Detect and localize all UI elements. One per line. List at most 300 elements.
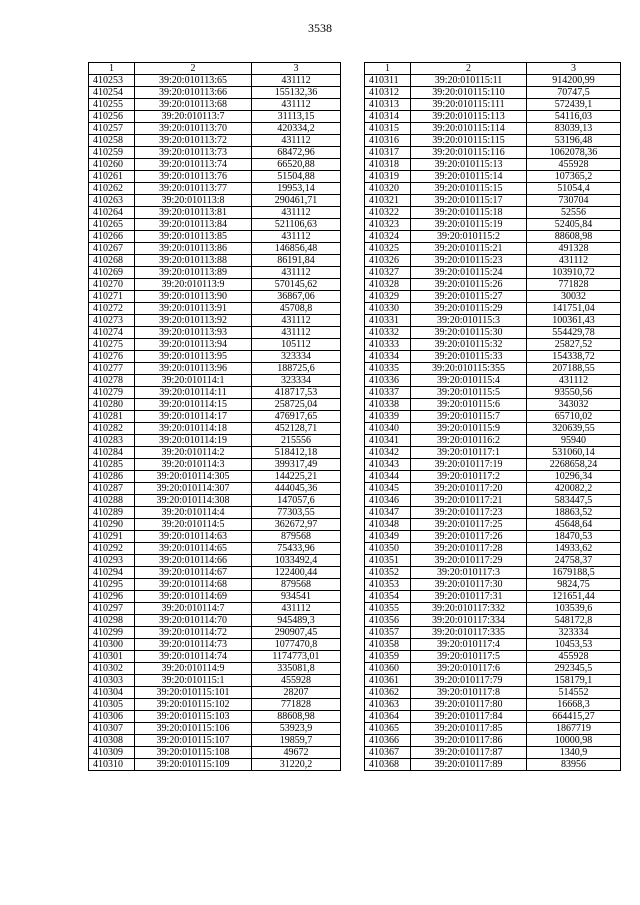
row-number-cell: 410341 xyxy=(365,435,411,447)
value-cell: 14933,62 xyxy=(527,543,621,555)
cadastral-number-cell: 39:20:010113:77 xyxy=(135,183,252,195)
table-row xyxy=(89,363,341,375)
cadastral-number-cell: 39:20:010115:33 xyxy=(411,351,527,363)
cadastral-number-cell: 39:20:010113:90 xyxy=(135,291,252,303)
cadastral-number-cell: 39:20:010113:84 xyxy=(135,219,252,231)
row-number-cell: 410303 xyxy=(89,675,135,687)
value-cell: 70747,5 xyxy=(527,87,621,99)
row-number-cell: 410361 xyxy=(365,675,411,687)
table-header-row xyxy=(365,63,621,75)
value-cell: 518412,18 xyxy=(252,447,341,459)
value-cell: 36867,06 xyxy=(252,291,341,303)
table-row xyxy=(89,147,341,159)
row-number-cell: 410318 xyxy=(365,159,411,171)
value-cell: 420334,2 xyxy=(252,123,341,135)
table-row xyxy=(89,87,341,99)
table-row xyxy=(365,99,621,111)
table-row xyxy=(89,279,341,291)
value-cell: 45648,64 xyxy=(527,519,621,531)
value-cell: 147057,6 xyxy=(252,495,341,507)
value-cell: 664415,27 xyxy=(527,711,621,723)
value-cell: 24758,37 xyxy=(527,555,621,567)
cadastral-number-cell: 39:20:010115:2 xyxy=(411,231,527,243)
cadastral-number-cell: 39:20:010115:29 xyxy=(411,303,527,315)
table-row xyxy=(365,711,621,723)
value-cell: 52405,84 xyxy=(527,219,621,231)
table-row xyxy=(365,207,621,219)
value-cell: 83956 xyxy=(527,759,621,771)
table-row xyxy=(365,471,621,483)
value-cell: 25827,52 xyxy=(527,339,621,351)
table-row xyxy=(365,435,621,447)
cadastral-number-cell: 39:20:010114:73 xyxy=(135,639,252,651)
row-number-cell: 410273 xyxy=(89,315,135,327)
cadastral-number-cell: 39:20:010117:8 xyxy=(411,687,527,699)
value-cell: 54116,03 xyxy=(527,111,621,123)
table-row xyxy=(89,243,341,255)
row-number-cell: 410343 xyxy=(365,459,411,471)
row-number-cell: 410362 xyxy=(365,687,411,699)
value-cell: 9824,75 xyxy=(527,579,621,591)
table-row xyxy=(89,555,341,567)
column-header-3: 3 xyxy=(527,63,621,75)
table-row xyxy=(365,579,621,591)
cadastral-number-cell: 39:20:010113:65 xyxy=(135,75,252,87)
row-number-cell: 410324 xyxy=(365,231,411,243)
table-row xyxy=(89,495,341,507)
table-row xyxy=(365,135,621,147)
value-cell: 455928 xyxy=(252,675,341,687)
table-row xyxy=(89,675,341,687)
table-row xyxy=(89,327,341,339)
row-number-cell: 410337 xyxy=(365,387,411,399)
value-cell: 1340,9 xyxy=(527,747,621,759)
row-number-cell: 410344 xyxy=(365,471,411,483)
value-cell: 49672 xyxy=(252,747,341,759)
cadastral-number-cell: 39:20:010114:19 xyxy=(135,435,252,447)
row-number-cell: 410323 xyxy=(365,219,411,231)
value-cell: 107365,2 xyxy=(527,171,621,183)
value-cell: 105112 xyxy=(252,339,341,351)
cadastral-number-cell: 39:20:010113:86 xyxy=(135,243,252,255)
row-number-cell: 410279 xyxy=(89,387,135,399)
table-row xyxy=(89,531,341,543)
cadastral-number-cell: 39:20:010113:73 xyxy=(135,147,252,159)
value-cell: 945489,3 xyxy=(252,615,341,627)
value-cell: 431112 xyxy=(252,267,341,279)
cadastral-number-cell: 39:20:010114:11 xyxy=(135,387,252,399)
row-number-cell: 410348 xyxy=(365,519,411,531)
table-row xyxy=(89,99,341,111)
table-row xyxy=(365,459,621,471)
table-row xyxy=(365,363,621,375)
value-cell: 75433,96 xyxy=(252,543,341,555)
row-number-cell: 410316 xyxy=(365,135,411,147)
value-cell: 146856,48 xyxy=(252,243,341,255)
table-row xyxy=(365,315,621,327)
value-cell: 77303,55 xyxy=(252,507,341,519)
cadastral-number-cell: 39:20:010117:21 xyxy=(411,495,527,507)
value-cell: 10296,34 xyxy=(527,471,621,483)
table-row xyxy=(365,111,621,123)
table-row xyxy=(89,399,341,411)
row-number-cell: 410265 xyxy=(89,219,135,231)
value-cell: 65710,02 xyxy=(527,411,621,423)
cadastral-number-cell: 39:20:010116:2 xyxy=(411,435,527,447)
row-number-cell: 410289 xyxy=(89,507,135,519)
table-row xyxy=(89,483,341,495)
cadastral-number-cell: 39:20:010117:29 xyxy=(411,555,527,567)
cadastral-number-cell: 39:20:010113:76 xyxy=(135,171,252,183)
cadastral-number-cell: 39:20:010115:11 xyxy=(411,75,527,87)
table-row xyxy=(89,423,341,435)
value-cell: 455928 xyxy=(527,651,621,663)
row-number-cell: 410356 xyxy=(365,615,411,627)
table-row xyxy=(365,495,621,507)
cadastral-number-cell: 39:20:010117:334 xyxy=(411,615,527,627)
value-cell: 572439,1 xyxy=(527,99,621,111)
table-row xyxy=(365,123,621,135)
value-cell: 491328 xyxy=(527,243,621,255)
cadastral-number-cell: 39:20:010114:67 xyxy=(135,567,252,579)
table-row xyxy=(89,651,341,663)
row-number-cell: 410311 xyxy=(365,75,411,87)
row-number-cell: 410293 xyxy=(89,555,135,567)
row-number-cell: 410257 xyxy=(89,123,135,135)
table-row xyxy=(89,351,341,363)
table-row xyxy=(89,723,341,735)
row-number-cell: 410278 xyxy=(89,375,135,387)
value-cell: 122400,44 xyxy=(252,567,341,579)
cadastral-number-cell: 39:20:010117:30 xyxy=(411,579,527,591)
cadastral-number-cell: 39:20:010114:18 xyxy=(135,423,252,435)
row-number-cell: 410294 xyxy=(89,567,135,579)
value-cell: 144225,21 xyxy=(252,471,341,483)
table-row xyxy=(365,423,621,435)
value-cell: 158179,1 xyxy=(527,675,621,687)
row-number-cell: 410266 xyxy=(89,231,135,243)
value-cell: 93550,56 xyxy=(527,387,621,399)
row-number-cell: 410346 xyxy=(365,495,411,507)
cadastral-number-cell: 39:20:010117:87 xyxy=(411,747,527,759)
cadastral-number-cell: 39:20:010115:103 xyxy=(135,711,252,723)
row-number-cell: 410302 xyxy=(89,663,135,675)
table-row xyxy=(365,159,621,171)
table-row xyxy=(89,135,341,147)
value-cell: 121651,44 xyxy=(527,591,621,603)
cadastral-number-cell: 39:20:010117:28 xyxy=(411,543,527,555)
cadastral-number-cell: 39:20:010115:13 xyxy=(411,159,527,171)
table-header-row xyxy=(89,63,341,75)
value-cell: 83039,13 xyxy=(527,123,621,135)
cadastral-number-cell: 39:20:010115:18 xyxy=(411,207,527,219)
row-number-cell: 410314 xyxy=(365,111,411,123)
table-row xyxy=(89,75,341,87)
table-row xyxy=(365,267,621,279)
row-number-cell: 410255 xyxy=(89,99,135,111)
cadastral-number-cell: 39:20:010113:88 xyxy=(135,255,252,267)
cadastral-number-cell: 39:20:010117:20 xyxy=(411,483,527,495)
row-number-cell: 410296 xyxy=(89,591,135,603)
row-number-cell: 410270 xyxy=(89,279,135,291)
table-row xyxy=(89,171,341,183)
cadastral-number-cell: 39:20:010114:65 xyxy=(135,543,252,555)
cadastral-number-cell: 39:20:010117:23 xyxy=(411,507,527,519)
value-cell: 18863,52 xyxy=(527,507,621,519)
table-row xyxy=(89,615,341,627)
value-cell: 323334 xyxy=(527,627,621,639)
value-cell: 53923,9 xyxy=(252,723,341,735)
cadastral-number-cell: 39:20:010115:115 xyxy=(411,135,527,147)
column-header-3: 3 xyxy=(252,63,341,75)
row-number-cell: 410355 xyxy=(365,603,411,615)
row-number-cell: 410260 xyxy=(89,159,135,171)
cadastral-number-cell: 39:20:010114:17 xyxy=(135,411,252,423)
row-number-cell: 410274 xyxy=(89,327,135,339)
value-cell: 431112 xyxy=(252,99,341,111)
row-number-cell: 410258 xyxy=(89,135,135,147)
value-cell: 771828 xyxy=(252,699,341,711)
value-cell: 771828 xyxy=(527,279,621,291)
row-number-cell: 410267 xyxy=(89,243,135,255)
cadastral-number-cell: 39:20:010114:2 xyxy=(135,447,252,459)
right-register-table xyxy=(364,62,621,771)
value-cell: 1062078,36 xyxy=(527,147,621,159)
row-number-cell: 410331 xyxy=(365,315,411,327)
value-cell: 1174773,01 xyxy=(252,651,341,663)
value-cell: 362672,97 xyxy=(252,519,341,531)
cadastral-number-cell: 39:20:010115:1 xyxy=(135,675,252,687)
table-row xyxy=(89,567,341,579)
value-cell: 431112 xyxy=(252,135,341,147)
cadastral-number-cell: 39:20:010113:72 xyxy=(135,135,252,147)
row-number-cell: 410300 xyxy=(89,639,135,651)
value-cell: 52556 xyxy=(527,207,621,219)
row-number-cell: 410284 xyxy=(89,447,135,459)
row-number-cell: 410268 xyxy=(89,255,135,267)
value-cell: 88608,98 xyxy=(252,711,341,723)
row-number-cell: 410366 xyxy=(365,735,411,747)
row-number-cell: 410335 xyxy=(365,363,411,375)
cadastral-number-cell: 39:20:010114:3 xyxy=(135,459,252,471)
value-cell: 292345,5 xyxy=(527,663,621,675)
row-number-cell: 410299 xyxy=(89,627,135,639)
row-number-cell: 410333 xyxy=(365,339,411,351)
value-cell: 18470,53 xyxy=(527,531,621,543)
row-number-cell: 410354 xyxy=(365,591,411,603)
table-row xyxy=(365,567,621,579)
value-cell: 399317,49 xyxy=(252,459,341,471)
cadastral-number-cell: 39:20:010115:30 xyxy=(411,327,527,339)
value-cell: 583447,5 xyxy=(527,495,621,507)
cadastral-number-cell: 39:20:010113:96 xyxy=(135,363,252,375)
value-cell: 455928 xyxy=(527,159,621,171)
row-number-cell: 410321 xyxy=(365,195,411,207)
cadastral-number-cell: 39:20:010115:355 xyxy=(411,363,527,375)
table-row xyxy=(89,627,341,639)
row-number-cell: 410275 xyxy=(89,339,135,351)
table-row xyxy=(365,483,621,495)
cadastral-number-cell: 39:20:010117:335 xyxy=(411,627,527,639)
value-cell: 88608,98 xyxy=(527,231,621,243)
row-number-cell: 410301 xyxy=(89,651,135,663)
table-row xyxy=(89,459,341,471)
cadastral-number-cell: 39:20:010117:19 xyxy=(411,459,527,471)
value-cell: 431112 xyxy=(252,327,341,339)
row-number-cell: 410342 xyxy=(365,447,411,459)
table-row xyxy=(365,627,621,639)
cadastral-number-cell: 39:20:010114:72 xyxy=(135,627,252,639)
cadastral-number-cell: 39:20:010115:111 xyxy=(411,99,527,111)
cadastral-number-cell: 39:20:010113:92 xyxy=(135,315,252,327)
cadastral-number-cell: 39:20:010115:26 xyxy=(411,279,527,291)
cadastral-number-cell: 39:20:010117:80 xyxy=(411,699,527,711)
value-cell: 19859,7 xyxy=(252,735,341,747)
row-number-cell: 410298 xyxy=(89,615,135,627)
row-number-cell: 410313 xyxy=(365,99,411,111)
cadastral-number-cell: 39:20:010117:1 xyxy=(411,447,527,459)
value-cell: 452128,71 xyxy=(252,423,341,435)
row-number-cell: 410256 xyxy=(89,111,135,123)
value-cell: 31113,15 xyxy=(252,111,341,123)
cadastral-number-cell: 39:20:010114:69 xyxy=(135,591,252,603)
cadastral-number-cell: 39:20:010117:85 xyxy=(411,723,527,735)
cadastral-number-cell: 39:20:010115:17 xyxy=(411,195,527,207)
row-number-cell: 410340 xyxy=(365,423,411,435)
table-row xyxy=(89,471,341,483)
table-row xyxy=(365,735,621,747)
row-number-cell: 410360 xyxy=(365,663,411,675)
cadastral-number-cell: 39:20:010117:84 xyxy=(411,711,527,723)
cadastral-number-cell: 39:20:010117:26 xyxy=(411,531,527,543)
value-cell: 431112 xyxy=(252,315,341,327)
table-row xyxy=(89,543,341,555)
cadastral-number-cell: 39:20:010113:68 xyxy=(135,99,252,111)
row-number-cell: 410358 xyxy=(365,639,411,651)
cadastral-number-cell: 39:20:010113:74 xyxy=(135,159,252,171)
table-row xyxy=(365,243,621,255)
value-cell: 30032 xyxy=(527,291,621,303)
cadastral-number-cell: 39:20:010115:14 xyxy=(411,171,527,183)
row-number-cell: 410283 xyxy=(89,435,135,447)
cadastral-number-cell: 39:20:010114:7 xyxy=(135,603,252,615)
value-cell: 431112 xyxy=(527,375,621,387)
cadastral-number-cell: 39:20:010113:94 xyxy=(135,339,252,351)
table-row xyxy=(365,747,621,759)
value-cell: 28207 xyxy=(252,687,341,699)
value-cell: 476917,65 xyxy=(252,411,341,423)
value-cell: 420082,2 xyxy=(527,483,621,495)
cadastral-number-cell: 39:20:010117:2 xyxy=(411,471,527,483)
table-row xyxy=(365,687,621,699)
value-cell: 66520,88 xyxy=(252,159,341,171)
table-row xyxy=(365,375,621,387)
value-cell: 934541 xyxy=(252,591,341,603)
cadastral-number-cell: 39:20:010117:25 xyxy=(411,519,527,531)
row-number-cell: 410308 xyxy=(89,735,135,747)
row-number-cell: 410325 xyxy=(365,243,411,255)
value-cell: 290461,71 xyxy=(252,195,341,207)
cadastral-number-cell: 39:20:010114:74 xyxy=(135,651,252,663)
table-row xyxy=(365,615,621,627)
table-row xyxy=(365,195,621,207)
cadastral-number-cell: 39:20:010114:4 xyxy=(135,507,252,519)
cadastral-number-cell: 39:20:010115:21 xyxy=(411,243,527,255)
cadastral-number-cell: 39:20:010115:108 xyxy=(135,747,252,759)
cadastral-number-cell: 39:20:010115:15 xyxy=(411,183,527,195)
table-row xyxy=(365,699,621,711)
row-number-cell: 410261 xyxy=(89,171,135,183)
cadastral-number-cell: 39:20:010114:307 xyxy=(135,483,252,495)
row-number-cell: 410334 xyxy=(365,351,411,363)
cadastral-number-cell: 39:20:010117:5 xyxy=(411,651,527,663)
value-cell: 290907,45 xyxy=(252,627,341,639)
value-cell: 418717,53 xyxy=(252,387,341,399)
table-row xyxy=(89,183,341,195)
row-number-cell: 410276 xyxy=(89,351,135,363)
table-row xyxy=(89,231,341,243)
table-row xyxy=(89,219,341,231)
row-number-cell: 410330 xyxy=(365,303,411,315)
cadastral-number-cell: 39:20:010114:68 xyxy=(135,579,252,591)
column-header-2: 2 xyxy=(411,63,527,75)
value-cell: 431112 xyxy=(252,207,341,219)
row-number-cell: 410281 xyxy=(89,411,135,423)
table-row xyxy=(89,507,341,519)
cadastral-number-cell: 39:20:010115:116 xyxy=(411,147,527,159)
row-number-cell: 410259 xyxy=(89,147,135,159)
row-number-cell: 410368 xyxy=(365,759,411,771)
cadastral-number-cell: 39:20:010113:91 xyxy=(135,303,252,315)
row-number-cell: 410254 xyxy=(89,87,135,99)
row-number-cell: 410315 xyxy=(365,123,411,135)
table-row xyxy=(365,231,621,243)
row-number-cell: 410364 xyxy=(365,711,411,723)
table-row xyxy=(89,699,341,711)
value-cell: 554429,78 xyxy=(527,327,621,339)
cadastral-number-cell: 39:20:010114:15 xyxy=(135,399,252,411)
cadastral-number-cell: 39:20:010113:66 xyxy=(135,87,252,99)
row-number-cell: 410339 xyxy=(365,411,411,423)
row-number-cell: 410307 xyxy=(89,723,135,735)
table-row xyxy=(89,411,341,423)
value-cell: 431112 xyxy=(527,255,621,267)
row-number-cell: 410328 xyxy=(365,279,411,291)
value-cell: 548172,8 xyxy=(527,615,621,627)
row-number-cell: 410287 xyxy=(89,483,135,495)
table-row xyxy=(89,267,341,279)
table-row xyxy=(89,639,341,651)
value-cell: 100361,43 xyxy=(527,315,621,327)
row-number-cell: 410319 xyxy=(365,171,411,183)
cadastral-number-cell: 39:20:010115:9 xyxy=(411,423,527,435)
table-row xyxy=(365,531,621,543)
value-cell: 86191,84 xyxy=(252,255,341,267)
table-row xyxy=(365,279,621,291)
row-number-cell: 410292 xyxy=(89,543,135,555)
row-number-cell: 410310 xyxy=(89,759,135,771)
row-number-cell: 410326 xyxy=(365,255,411,267)
cadastral-number-cell: 39:20:010117:89 xyxy=(411,759,527,771)
value-cell: 51054,4 xyxy=(527,183,621,195)
row-number-cell: 410280 xyxy=(89,399,135,411)
row-number-cell: 410317 xyxy=(365,147,411,159)
cadastral-number-cell: 39:20:010117:86 xyxy=(411,735,527,747)
row-number-cell: 410309 xyxy=(89,747,135,759)
cadastral-number-cell: 39:20:010113:81 xyxy=(135,207,252,219)
cadastral-number-cell: 39:20:010115:27 xyxy=(411,291,527,303)
row-number-cell: 410264 xyxy=(89,207,135,219)
